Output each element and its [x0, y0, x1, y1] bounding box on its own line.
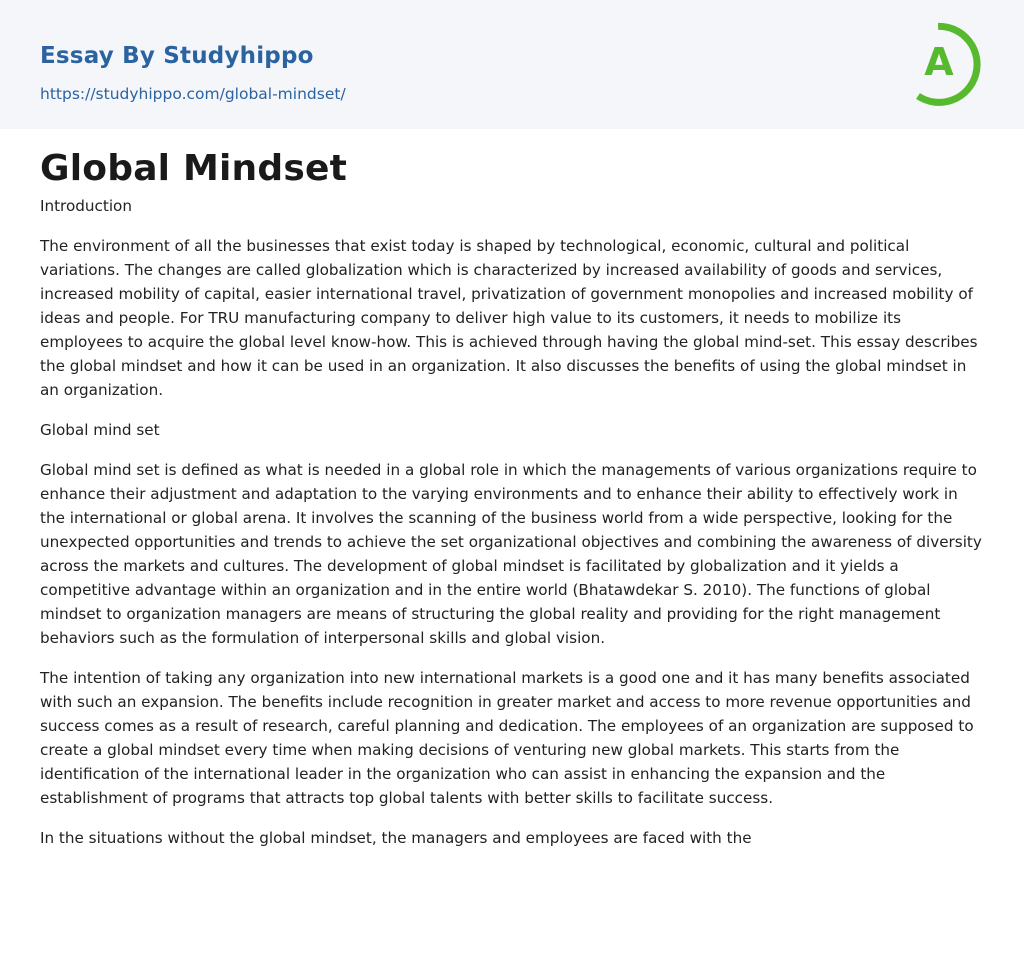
paragraph: The intention of taking any organization into new international markets is a good one and it has many benefits associated with such an expansion. The benefits include recognition in greater market and access to more revenue opportunities and success comes as a result of research, careful planning and dedication. The employees of an organization are supposed to create a global mindset every time when making decisions of venturing new global markets. This starts from the identification of the international leader in the organization who can assist in enhancing the expansion and the establishment of programs that attracts top global talents with better skills to facilitate success.	[40, 669, 974, 807]
article	[40, 129, 984, 850]
site-header	[0, 0, 1024, 129]
section-heading-introduction: Introduction	[40, 197, 132, 215]
logo-letter: A	[924, 40, 954, 84]
paragraph: The environment of all the businesses that exist today is shaped by technological, economic, cultural and political variations. The changes are called globalization which is characterized by increased availability of goods and services, increased mobility of capital, easier international travel, privatization of government monopolies and increased mobility of ideas and people. For TRU manufacturing company to deliver high value to its customers, it needs to mobilize its employees to acquire the global level know-how. This is achieved through having the global mind-set. This essay describes the global mindset and how it can be used in an organization. It also discusses the benefits of using the global mindset in an organization.	[40, 237, 978, 399]
page-url-link[interactable]: https://studyhippo.com/global-mindset/	[40, 85, 346, 103]
studyhippo-logo[interactable]	[910, 18, 988, 106]
section-heading-global-mind-set: Global mind set	[40, 421, 160, 439]
paragraph: Global mind set is defined as what is needed in a global role in which the managements of various organizations require to enhance their adjustment and adaptation to the varying environments and to enhance their ability to effectively work in the international or global arena. It involves the scanning of the business world from a wide perspective, looking for the unexpected opportunities and trends to achieve the set organizational objectives and combining the awareness of diversity across the markets and cultures. The development of global mindset is facilitated by globalization and it yields a competitive advantage within an organization and in the entire world (Bhatawdekar S. 2010). The functions of global mindset to organization managers are means of structuring the global reality and providing for the right management behaviors such as the formulation of interpersonal skills and global vision.	[40, 461, 982, 647]
brand-title[interactable]: Essay By Studyhippo	[40, 43, 314, 69]
paragraph: In the situations without the global mindset, the managers and employees are faced with the	[40, 829, 752, 847]
article-title: Global Mindset	[40, 148, 347, 189]
